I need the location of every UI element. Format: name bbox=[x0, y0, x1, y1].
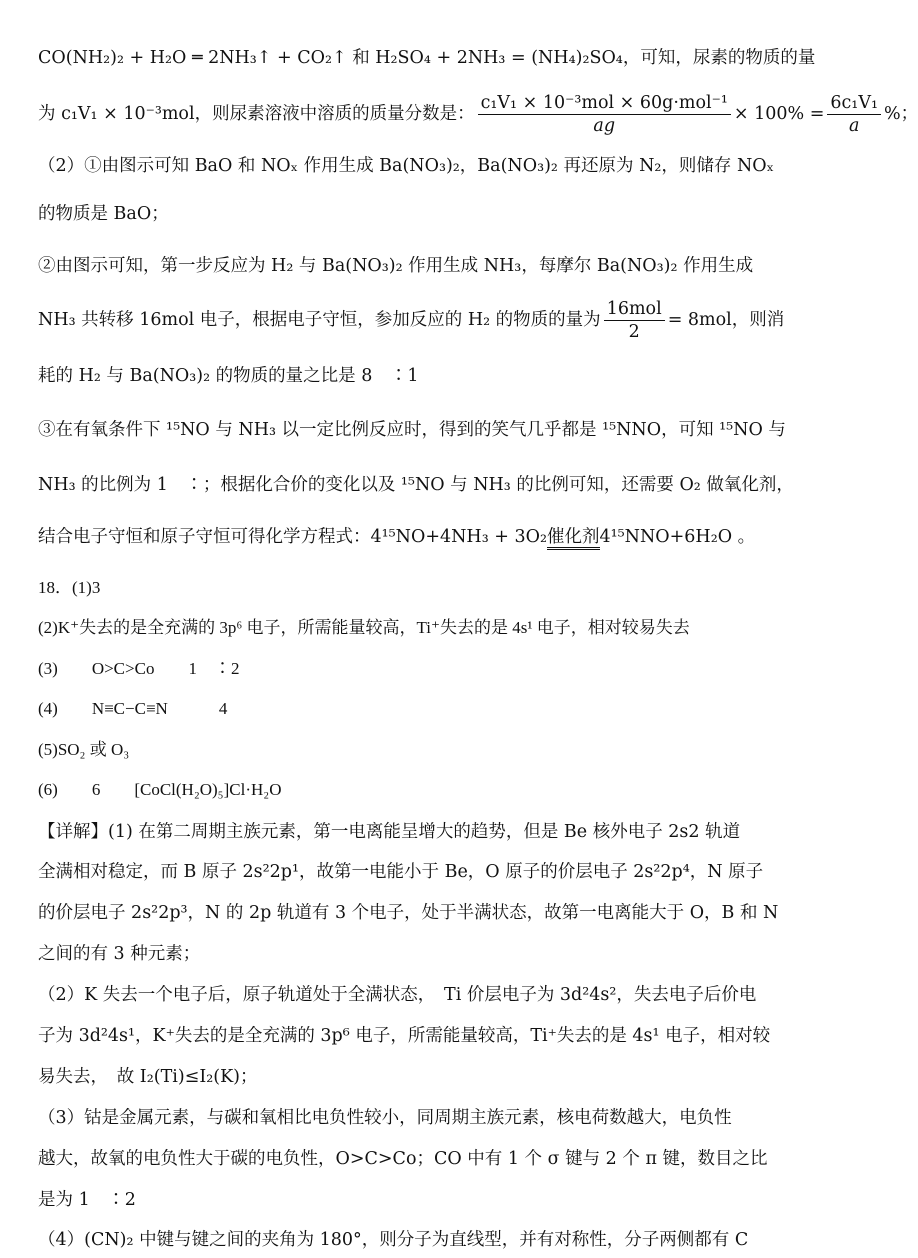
answer-line: (4) N≡C−C≡N 4 bbox=[38, 699, 228, 718]
text-line: NH₃ 的比例为 1 ∶；根据化合价的变化以及 ¹⁵NO 与 NH₃ 的比例可知，还需要 O₂ 做氧化剂， bbox=[38, 475, 794, 495]
text-line: ②由图示可知，第一步反应为 H₂ 与 Ba(NO₃)₂ 作用生成 NH₃，每摩尔 Ba(NO₃)₂ 作用生成 bbox=[38, 256, 754, 276]
catalyst-condition: 催化剂 bbox=[547, 527, 600, 550]
text-line: 是为 1 ∶2 bbox=[38, 1190, 136, 1210]
text-line: 之间的有 3 种元素； bbox=[38, 944, 201, 964]
text-line: （2）K 失去一个电子后，原子轨道处于全满状态， Ti 价层电子为 3d²4s²，失去电子后价电 bbox=[38, 985, 757, 1005]
text-line: 的价层电子 2s²2p³，N 的 2p 轨道有 3 个电子，处于半满状态，故第一电离能大于 O，B 和 N bbox=[38, 903, 779, 923]
fraction: $\frac{\text{16mol}}{2}$ bbox=[604, 298, 665, 343]
text-line: （4）(CN)₂ 中键与键之间的夹角为 180°，则分子为直线型，并有对称性，分子两侧都有 C bbox=[38, 1230, 749, 1250]
answer-line: (3) O>C>Co 1 ∶2 bbox=[38, 659, 240, 678]
text-line-with-equation: 结合电子守恒和原子守恒可得化学方程式：4¹⁵NO+4NH₃ + 3O₂催化剂4¹⁵NNO+6H₂O 。 bbox=[38, 523, 776, 551]
text-line: 【详解】(1) 在第二周期主族元素，第一电离能呈增大的趋势，但是 Be 核外电子 2s2 轨道 bbox=[38, 822, 741, 842]
answer-line: 18．(1)3 bbox=[38, 578, 101, 597]
text-line: 易失去， 故 I₂(Ti)≤I₂(K)； bbox=[38, 1067, 258, 1087]
fraction: $\frac{\text{6c₁V₁}}{a}$ bbox=[827, 92, 881, 137]
text-line: 全满相对稳定，而 B 原子 2s²2p¹，故第一电能小于 Be，O 原子的价层电子 2s²2p⁴，N 原子 bbox=[38, 862, 764, 882]
text-line: （3）钴是金属元素，与碳和氧相比电负性较小，同周期主族元素，核电荷数越大，电负性 bbox=[38, 1108, 732, 1128]
answer-line: (5)SO₂ 或 O₃ bbox=[38, 740, 130, 759]
text-line: 越大，故氧的电负性大于碳的电负性，O>C>Co；CO 中有 1 个 σ 键与 2 个 π 键，数目之比 bbox=[38, 1149, 768, 1169]
text-line: 子为 3d²4s¹，K⁺失去的是全充满的 3p⁶ 电子，所需能量较高，Ti⁺失去的是 4s¹ 电子，相对较 bbox=[38, 1026, 771, 1046]
text-line: 耗的 H₂ 与 Ba(NO₃)₂ 的物质的量之比是 8 ∶1 bbox=[38, 366, 419, 386]
answer-line: (6) 6 [CoCl(H₂O)₅]Cl·H₂O bbox=[38, 780, 282, 799]
text-line-with-fraction: NH₃ 共转移 16mol 电子，根据电子守恒，参加反应的 H₂ 的物质的量为 $\frac{\text{16mol}}{2}$ = 8mol，则消 bbox=[38, 299, 785, 342]
fraction: $\frac{\text{c₁V₁ × 10⁻³mol × 60g·mol⁻¹}}{ag}$ bbox=[478, 92, 731, 137]
text-line: CO(NH₂)₂ + H₂O ═ 2NH₃↑ + CO₂↑ 和 H₂SO₄ + 2NH₃ = (NH₄)₂SO₄，可知，尿素的物质的量 bbox=[38, 48, 816, 68]
text-line: ③在有氧条件下 ¹⁵NO 与 NH₃ 以一定比例反应时，得到的笑气几乎都是 ¹⁵NNO，可知 ¹⁵NO 与 bbox=[38, 420, 786, 440]
text-line: 的物质是 BaO； bbox=[38, 204, 169, 224]
text-line: （2）①由图示可知 BaO 和 NOₓ 作用生成 Ba(NO₃)₂，Ba(NO₃)₂ 再还原为 N₂，则储存 NOₓ bbox=[38, 156, 775, 176]
answer-line: (2)K⁺失去的是全充满的 3p⁶ 电子，所需能量较高，Ti⁺失去的是 4s¹ 电子，相对较易失去 bbox=[38, 618, 690, 637]
text-line-with-fraction: 为 c₁V₁ × 10⁻³mol，则尿素溶液中溶质的质量分数是： $\frac{\text{c₁V₁ × 10⁻³mol × 60g·mol⁻¹}}{ag}$ × 100% = $\frac{\text{6c₁V₁}}{a}$ %； bbox=[38, 93, 918, 136]
